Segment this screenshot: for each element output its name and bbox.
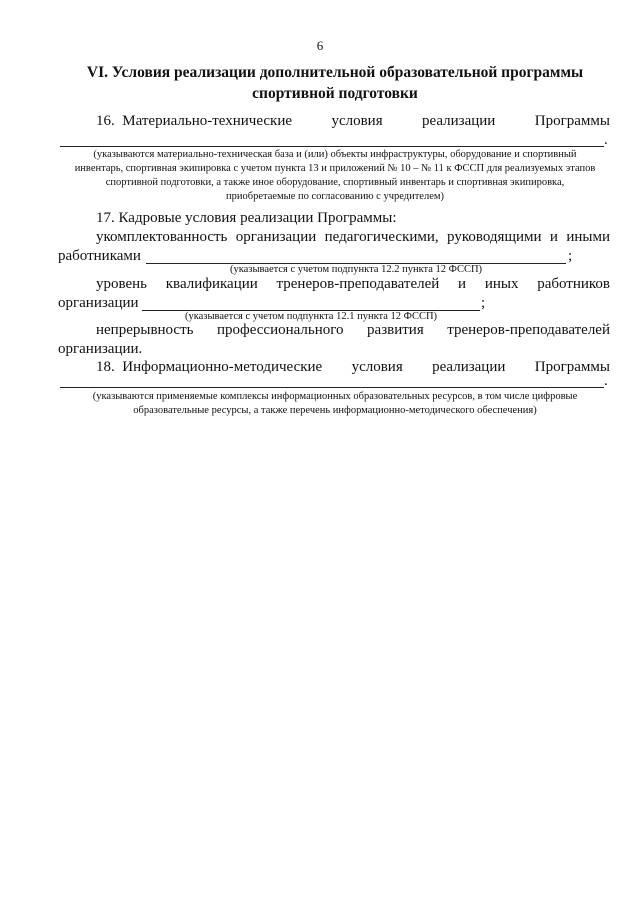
item17-development-cont: организации. [58,341,143,357]
item18-word: условия [351,359,403,375]
item16-fill-line [60,146,604,147]
item16-word: реализации [422,113,496,129]
item16-note-1: (указываются материально-техническая база и (или) объекты инфраструктуры, оборудование и спортивный [93,149,577,160]
item18-number: 18. [96,359,115,375]
item18-word: реализации [432,359,506,375]
item18-word: Программы [534,359,610,375]
item18-first-line [96,359,610,376]
item17-word: иными [566,229,610,245]
item17-word: тренеров-преподавателей [276,276,440,292]
item17-staffing-line [96,229,610,246]
item16-first-line [96,113,610,130]
item17-qualification-end: ; [481,295,486,311]
item16-word: Материально-технические [122,113,293,129]
item17-staffing-cont: работниками [58,248,141,264]
item16-word: Программы [534,113,610,129]
section-title-line-1: VI. Условия реализации дополнительной образовательной программы [86,64,584,81]
item17-word: профессионального [216,322,344,338]
item17-staffing-note: (указывается с учетом подпункта 12.2 пункта 12 ФССП) [229,264,483,275]
item17-word: тренеров-преподавателей [447,322,610,338]
item17-word: развития [367,322,424,338]
item16-note-3: спортивной подготовки, а также иное оборудование, спортивный инвентарь и спортивная экипировка, [105,177,565,188]
item17-word: иных [484,276,519,292]
item17-word: и [458,276,467,292]
item17-word: организации [235,229,317,245]
item17-qualification-line [58,276,610,293]
item18-note-2: образовательные ресурсы, а также перечень информационно-методического обеспечения) [133,405,537,416]
item17-word: педагогическими, [324,229,439,245]
item17-word: работников [537,276,610,292]
item18-end-mark: . [604,373,608,389]
item18-note-1: (указываются применяемые комплексы информационных образовательных ресурсов, в том числе цифровые [92,391,578,402]
item16-note-2: инвентарь, спортивная экипировка с учетом пункта 13 и приложений № 10 – № 11 к ФССП для реализуемых этапов [74,163,596,174]
item17-word: уровень [96,276,148,292]
item17-word: укомплектованность [96,229,228,245]
item16-note-4: приобретаемые по согласованию с учредителем) [225,191,445,202]
item17-staffing-end: ; [568,248,573,264]
item17-word: и [549,229,558,245]
item16-word: условия [331,113,383,129]
item17-qualification-note: (указывается с учетом подпункта 12.1 пункта 12 ФССП) [184,311,438,322]
item18-word: Информационно-методические [122,359,323,375]
item16-number: 16. [96,113,115,129]
item17-qualification-cont: организации [58,295,139,311]
item17-word: непрерывность [96,322,194,338]
item17-word: квалификации [165,276,258,292]
item18-fill-line [60,387,604,388]
section-title-line-2: спортивной подготовки [252,85,418,102]
item17-development-line [96,322,610,339]
item17-word: руководящими [447,229,542,245]
item17-heading: 17. Кадровые условия реализации Программы: [96,210,397,226]
item16-end-mark: . [604,132,608,148]
page-number: 6 [316,38,324,53]
